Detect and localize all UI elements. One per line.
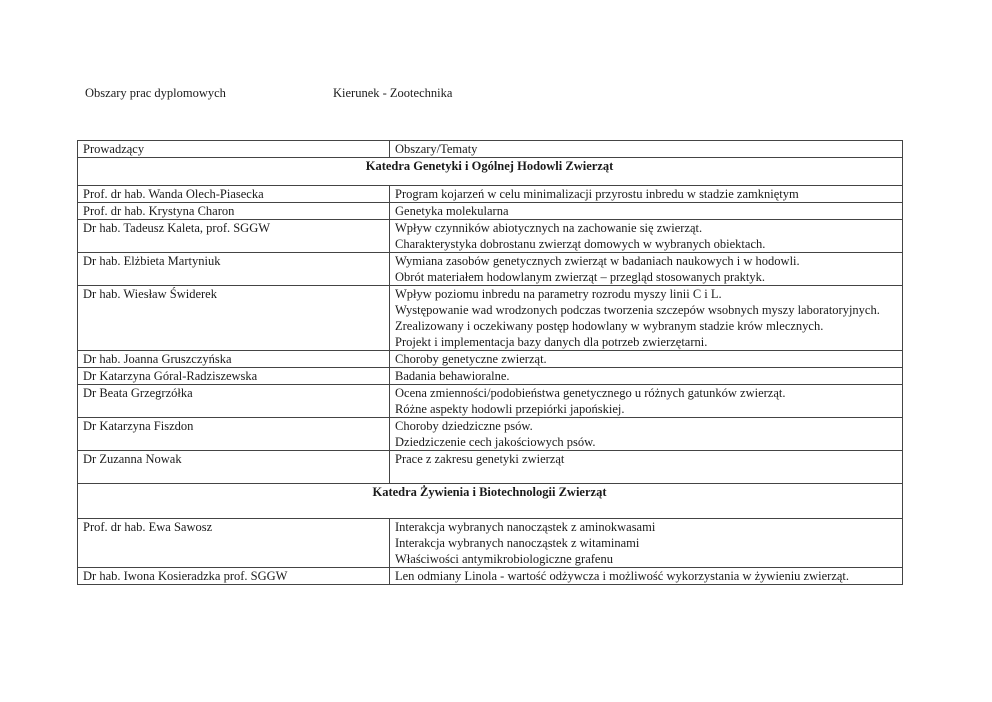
topic-item: Ocena zmienności/podobieństwa genetycznego u różnych gatunków zwierząt. <box>395 386 786 400</box>
topics-cell <box>390 418 903 451</box>
topic-item: Choroby genetyczne zwierząt. <box>395 352 547 366</box>
supervisor-cell: Dr Beata Grzegrzółka <box>78 385 390 418</box>
supervisor-cell: Dr hab. Tadeusz Kaleta, prof. SGGW <box>78 220 390 253</box>
supervisor-cell: Dr hab. Wiesław Świderek <box>78 286 390 351</box>
topic-item: Charakterystyka dobrostanu zwierząt domowych w wybranych obiektach. <box>395 237 766 251</box>
topic-item: Zrealizowany i oczekiwany postęp hodowlany w wybranym stadzie krów mlecznych. <box>395 319 824 333</box>
supervisor-cell: Dr Katarzyna Góral-Radziszewska <box>78 368 390 385</box>
topic-item: Len odmiany Linola - wartość odżywcza i możliwość wykorzystania w żywieniu zwierząt. <box>395 569 850 583</box>
topic-item: Interakcja wybranych nanocząstek z aminokwasami <box>395 520 656 534</box>
table-header-row <box>78 141 903 158</box>
department-heading: Katedra Genetyki i Ogólnej Hodowli Zwierząt <box>78 158 903 186</box>
table-row <box>78 385 903 418</box>
table-row <box>78 186 903 203</box>
document-subtitle: Kierunek - Zootechnika <box>333 86 453 100</box>
table-row <box>78 418 903 451</box>
topics-cell <box>390 385 903 418</box>
topic-item: Wymiana zasobów genetycznych zwierząt w badaniach naukowych i w hodowli. <box>395 254 800 268</box>
topic-item: Genetyka molekularna <box>395 204 509 218</box>
topics-cell <box>390 368 903 385</box>
column-header-topics: Obszary/Tematy <box>390 141 903 158</box>
supervisor-cell: Dr hab. Iwona Kosieradzka prof. SGGW <box>78 568 390 585</box>
supervisor-cell: Dr Katarzyna Fiszdon <box>78 418 390 451</box>
table-row <box>78 286 903 351</box>
column-header-supervisor: Prowadzący <box>78 141 390 158</box>
supervisor-cell: Dr hab. Elżbieta Martyniuk <box>78 253 390 286</box>
topics-cell <box>390 220 903 253</box>
document-title: Obszary prac dyplomowych <box>85 86 226 100</box>
topic-item: Obrót materiałem hodowlanym zwierząt – przegląd stosowanych praktyk. <box>395 270 766 284</box>
topic-item: Właściwości antymikrobiologiczne grafenu <box>395 552 613 566</box>
topics-cell <box>390 451 903 484</box>
topic-item: Interakcja wybranych nanocząstek z witaminami <box>395 536 640 550</box>
supervisor-cell: Dr Zuzanna Nowak <box>78 451 390 484</box>
department-row <box>78 158 903 186</box>
topic-item: Projekt i implementacja bazy danych dla potrzeb zwierzętarni. <box>395 335 708 349</box>
topics-table <box>77 140 903 585</box>
topics-cell <box>390 253 903 286</box>
table-row <box>78 451 903 484</box>
topic-item: Prace z zakresu genetyki zwierząt <box>395 452 565 466</box>
topic-item: Dziedziczenie cech jakościowych psów. <box>395 435 596 449</box>
table-row <box>78 351 903 368</box>
topics-cell <box>390 351 903 368</box>
topics-cell <box>390 519 903 568</box>
topics-cell <box>390 286 903 351</box>
table-row <box>78 220 903 253</box>
supervisor-cell: Prof. dr hab. Ewa Sawosz <box>78 519 390 568</box>
table-row <box>78 203 903 220</box>
topics-cell <box>390 186 903 203</box>
topic-item: Program kojarzeń w celu minimalizacji przyrostu inbredu w stadzie zamkniętym <box>395 187 799 201</box>
topic-item: Różne aspekty hodowli przepiórki japońskiej. <box>395 402 625 416</box>
topic-item: Choroby dziedziczne psów. <box>395 419 533 433</box>
topic-item: Wpływ poziomu inbredu na parametry rozrodu myszy linii C i L. <box>395 287 722 301</box>
supervisor-cell: Prof. dr hab. Wanda Olech-Piasecka <box>78 186 390 203</box>
topics-cell <box>390 203 903 220</box>
topic-item: Wpływ czynników abiotycznych na zachowanie się zwierząt. <box>395 221 703 235</box>
table-row <box>78 253 903 286</box>
topics-cell <box>390 568 903 585</box>
supervisor-cell: Prof. dr hab. Krystyna Charon <box>78 203 390 220</box>
topic-item: Badania behawioralne. <box>395 369 510 383</box>
department-row <box>78 484 903 519</box>
table-row <box>78 568 903 585</box>
supervisor-cell: Dr hab. Joanna Gruszczyńska <box>78 351 390 368</box>
table-row <box>78 519 903 568</box>
table-row <box>78 368 903 385</box>
department-heading: Katedra Żywienia i Biotechnologii Zwierząt <box>78 484 903 519</box>
page-header <box>85 85 907 101</box>
topic-item: Występowanie wad wrodzonych podczas tworzenia szczepów wsobnych myszy laboratoryjnych. <box>395 303 880 317</box>
